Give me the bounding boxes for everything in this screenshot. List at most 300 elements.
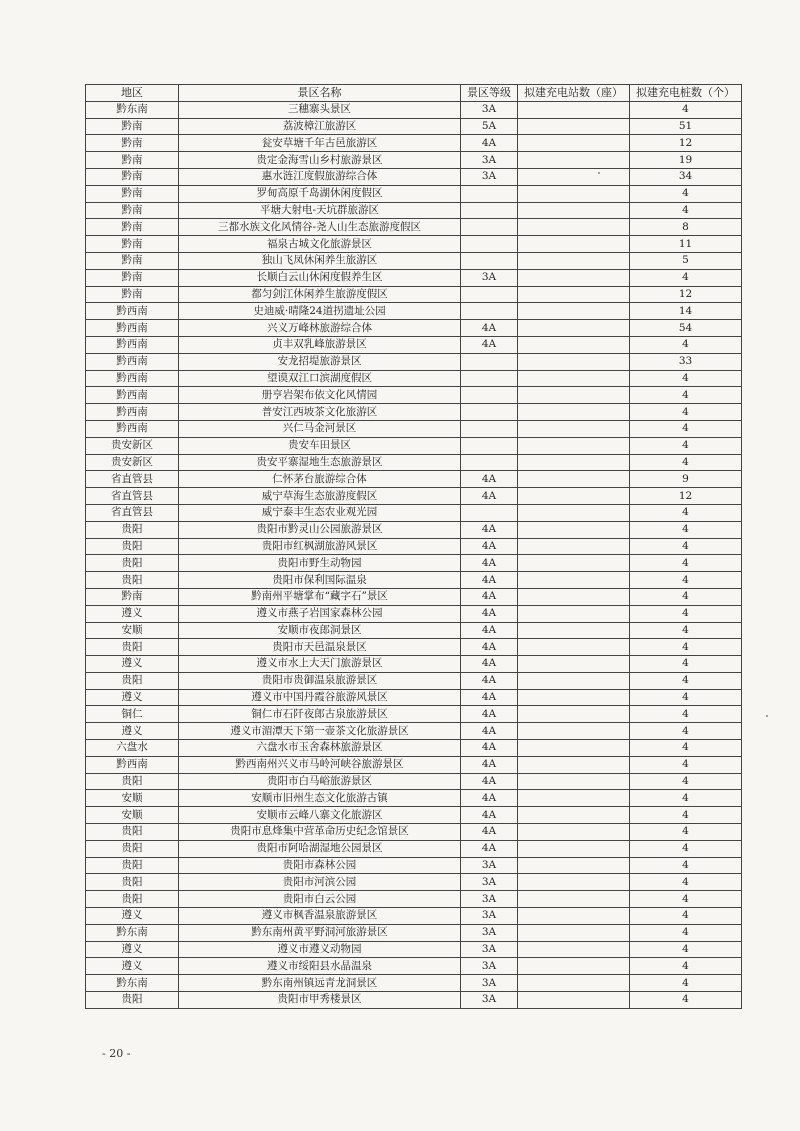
cell-stations (518, 588, 630, 605)
cell-grade (461, 202, 518, 219)
cell-stations (518, 672, 630, 689)
cell-piles: 4 (630, 740, 742, 757)
cell-stations (518, 790, 630, 807)
cell-stations (518, 656, 630, 673)
cell-grade: 3A (461, 168, 518, 185)
cell-stations (518, 639, 630, 656)
cell-grade (461, 504, 518, 521)
cell-stations (518, 740, 630, 757)
table-row (86, 168, 742, 185)
cell-grade: 3A (461, 992, 518, 1009)
cell-grade: 4A (461, 588, 518, 605)
cell-region: 安顺 (86, 622, 179, 639)
cell-region: 遵义 (86, 908, 179, 925)
cell-region: 遵义 (86, 723, 179, 740)
cell-stations (518, 975, 630, 992)
cell-piles: 4 (630, 689, 742, 706)
table-row (86, 908, 742, 925)
cell-grade: 3A (461, 269, 518, 286)
table-row (86, 605, 742, 622)
table-row (86, 790, 742, 807)
cell-scenic-name: 三都水族文化风情谷-尧人山生态旅游度假区 (179, 219, 461, 236)
cell-piles: 4 (630, 572, 742, 589)
cell-stations (518, 538, 630, 555)
cell-grade: 4A (461, 723, 518, 740)
table-row (86, 958, 742, 975)
cell-stations (518, 605, 630, 622)
cell-region: 遵义 (86, 605, 179, 622)
cell-region: 贵阳 (86, 992, 179, 1009)
cell-region: 省直管县 (86, 504, 179, 521)
scan-speck (598, 172, 600, 174)
cell-grade (461, 303, 518, 320)
cell-grade: 4A (461, 740, 518, 757)
cell-scenic-name: 都匀剑江休闲养生旅游度假区 (179, 286, 461, 303)
table-row (86, 370, 742, 387)
cell-scenic-name: 黔西南州兴义市马岭河峡谷旅游景区 (179, 756, 461, 773)
table-row (86, 236, 742, 253)
cell-region: 黔东南 (86, 975, 179, 992)
cell-region: 贵阳 (86, 639, 179, 656)
cell-piles: 4 (630, 202, 742, 219)
cell-scenic-name: 三穗寨头景区 (179, 101, 461, 118)
table-row (86, 471, 742, 488)
cell-piles: 4 (630, 101, 742, 118)
cell-grade: 4A (461, 538, 518, 555)
cell-scenic-name: 贵阳市河滨公园 (179, 874, 461, 891)
cell-region: 黔南 (86, 152, 179, 169)
table-row (86, 639, 742, 656)
cell-scenic-name: 贵阳市白马峪旅游景区 (179, 773, 461, 790)
cell-piles: 19 (630, 152, 742, 169)
cell-scenic-name: 贵安车田景区 (179, 437, 461, 454)
cell-piles: 4 (630, 824, 742, 841)
cell-scenic-name: 独山飞凤休闲养生旅游区 (179, 252, 461, 269)
cell-piles: 12 (630, 135, 742, 152)
cell-region: 贵阳 (86, 891, 179, 908)
cell-region: 遵义 (86, 941, 179, 958)
cell-grade: 3A (461, 891, 518, 908)
table-row (86, 941, 742, 958)
cell-grade: 4A (461, 656, 518, 673)
cell-scenic-name: 遵义市中国丹霞谷旅游风景区 (179, 689, 461, 706)
cell-region: 铜仁 (86, 706, 179, 723)
cell-region: 黔东南 (86, 101, 179, 118)
cell-stations (518, 992, 630, 1009)
table-row (86, 219, 742, 236)
cell-stations (518, 756, 630, 773)
cell-scenic-name: 册亨岩架布依文化风情园 (179, 387, 461, 404)
cell-scenic-name: 安顺市云峰八寨文化旅游区 (179, 807, 461, 824)
cell-piles: 4 (630, 874, 742, 891)
cell-grade: 4A (461, 689, 518, 706)
cell-grade: 4A (461, 336, 518, 353)
table-row (86, 387, 742, 404)
cell-region: 遵义 (86, 958, 179, 975)
cell-scenic-name: 贵阳市贵御温泉旅游景区 (179, 672, 461, 689)
page-number: - 20 - (102, 1047, 131, 1060)
cell-piles: 4 (630, 975, 742, 992)
charging-plan-table (85, 84, 742, 1009)
cell-region: 贵阳 (86, 824, 179, 841)
cell-stations (518, 504, 630, 521)
header-scenic-name: 景区名称 (179, 85, 461, 102)
table-row (86, 824, 742, 841)
header-grade: 景区等级 (461, 85, 518, 102)
header-region: 地区 (86, 85, 179, 102)
cell-region: 黔南 (86, 185, 179, 202)
cell-scenic-name: 遵义市绥阳县水晶温泉 (179, 958, 461, 975)
cell-grade: 4A (461, 824, 518, 841)
cell-scenic-name: 贵阳市野生动物园 (179, 555, 461, 572)
cell-region: 黔西南 (86, 387, 179, 404)
cell-stations (518, 135, 630, 152)
cell-scenic-name: 铜仁市石阡夜郎古泉旅游景区 (179, 706, 461, 723)
cell-scenic-name: 惠水涟江度假旅游综合体 (179, 168, 461, 185)
cell-stations (518, 286, 630, 303)
cell-piles: 4 (630, 336, 742, 353)
table-row (86, 723, 742, 740)
table-row (86, 320, 742, 337)
cell-piles: 4 (630, 538, 742, 555)
cell-piles: 4 (630, 437, 742, 454)
table-row (86, 504, 742, 521)
cell-stations (518, 185, 630, 202)
cell-grade (461, 420, 518, 437)
cell-scenic-name: 遵义市遵义动物园 (179, 941, 461, 958)
cell-scenic-name: 贵阳市天邑温泉景区 (179, 639, 461, 656)
cell-region: 黔西南 (86, 756, 179, 773)
table-row (86, 185, 742, 202)
cell-piles: 4 (630, 790, 742, 807)
cell-stations (518, 387, 630, 404)
header-piles: 拟建充电桩数（个） (630, 85, 742, 102)
cell-scenic-name: 贵阳市白云公园 (179, 891, 461, 908)
cell-piles: 4 (630, 420, 742, 437)
cell-scenic-name: 贵阳市息烽集中营革命历史纪念馆景区 (179, 824, 461, 841)
cell-grade: 3A (461, 152, 518, 169)
cell-stations (518, 857, 630, 874)
cell-scenic-name: 贞丰双乳峰旅游景区 (179, 336, 461, 353)
cell-grade (461, 353, 518, 370)
cell-stations (518, 168, 630, 185)
cell-stations (518, 336, 630, 353)
cell-grade: 5A (461, 118, 518, 135)
cell-region: 省直管县 (86, 488, 179, 505)
table-row (86, 269, 742, 286)
cell-stations (518, 152, 630, 169)
cell-grade: 4A (461, 605, 518, 622)
cell-piles: 4 (630, 992, 742, 1009)
cell-piles: 33 (630, 353, 742, 370)
cell-scenic-name: 遵义市水上大天门旅游景区 (179, 656, 461, 673)
cell-scenic-name: 黔东南州镇远青龙洞景区 (179, 975, 461, 992)
cell-stations (518, 689, 630, 706)
cell-piles: 4 (630, 370, 742, 387)
cell-region: 贵阳 (86, 840, 179, 857)
cell-piles: 4 (630, 622, 742, 639)
cell-stations (518, 353, 630, 370)
cell-scenic-name: 黔南州平塘掌布“藏字石”景区 (179, 588, 461, 605)
cell-piles: 4 (630, 807, 742, 824)
cell-piles: 4 (630, 269, 742, 286)
cell-grade (461, 219, 518, 236)
cell-grade: 4A (461, 488, 518, 505)
cell-scenic-name: 瓮安草塘千年古邑旅游区 (179, 135, 461, 152)
cell-scenic-name: 史迪威·晴隆24道拐遗址公园 (179, 303, 461, 320)
cell-stations (518, 706, 630, 723)
cell-stations (518, 320, 630, 337)
cell-scenic-name: 威宁泰丰生态农业观光园 (179, 504, 461, 521)
table-row (86, 286, 742, 303)
table-row (86, 975, 742, 992)
table-row (86, 622, 742, 639)
cell-grade (461, 370, 518, 387)
cell-grade (461, 286, 518, 303)
cell-region: 贵阳 (86, 555, 179, 572)
cell-piles: 4 (630, 672, 742, 689)
cell-region: 安顺 (86, 807, 179, 824)
cell-scenic-name: 遵义市枫香温泉旅游景区 (179, 908, 461, 925)
cell-grade (461, 404, 518, 421)
cell-grade: 3A (461, 101, 518, 118)
table-row (86, 572, 742, 589)
cell-stations (518, 622, 630, 639)
table-row (86, 756, 742, 773)
cell-stations (518, 824, 630, 841)
table-row (86, 706, 742, 723)
table-row (86, 807, 742, 824)
cell-region: 黔南 (86, 252, 179, 269)
cell-stations (518, 572, 630, 589)
cell-piles: 51 (630, 118, 742, 135)
cell-piles: 4 (630, 387, 742, 404)
table-row (86, 773, 742, 790)
cell-scenic-name: 兴义万峰林旅游综合体 (179, 320, 461, 337)
cell-grade (461, 185, 518, 202)
cell-scenic-name: 六盘水市玉舍森林旅游景区 (179, 740, 461, 757)
table-row (86, 252, 742, 269)
cell-region: 黔南 (86, 236, 179, 253)
cell-region: 贵阳 (86, 672, 179, 689)
table-row (86, 152, 742, 169)
cell-region: 黔南 (86, 202, 179, 219)
cell-piles: 12 (630, 488, 742, 505)
cell-scenic-name: 黔东南州黄平野洞河旅游景区 (179, 924, 461, 941)
cell-piles: 12 (630, 286, 742, 303)
cell-scenic-name: 安顺市夜郎洞景区 (179, 622, 461, 639)
cell-stations (518, 840, 630, 857)
cell-scenic-name: 遵义市湄潭天下第一壶茶文化旅游景区 (179, 723, 461, 740)
table-row (86, 135, 742, 152)
cell-piles: 4 (630, 857, 742, 874)
cell-region: 遵义 (86, 689, 179, 706)
cell-stations (518, 941, 630, 958)
table-row (86, 555, 742, 572)
cell-scenic-name: 福泉古城文化旅游景区 (179, 236, 461, 253)
cell-grade: 4A (461, 790, 518, 807)
cell-piles: 4 (630, 773, 742, 790)
cell-piles: 4 (630, 723, 742, 740)
cell-piles: 8 (630, 219, 742, 236)
cell-scenic-name: 安龙招堤旅游景区 (179, 353, 461, 370)
cell-grade: 3A (461, 908, 518, 925)
cell-stations (518, 202, 630, 219)
cell-scenic-name: 荔波樟江旅游区 (179, 118, 461, 135)
cell-scenic-name: 普安江西坡茶文化旅游区 (179, 404, 461, 421)
cell-stations (518, 555, 630, 572)
table-row (86, 891, 742, 908)
table-row (86, 488, 742, 505)
table-row (86, 689, 742, 706)
cell-stations (518, 874, 630, 891)
cell-region: 贵阳 (86, 538, 179, 555)
cell-region: 黔南 (86, 286, 179, 303)
cell-grade: 4A (461, 320, 518, 337)
cell-stations (518, 236, 630, 253)
cell-scenic-name: 贵阳市阿哈湖湿地公园景区 (179, 840, 461, 857)
cell-region: 黔西南 (86, 353, 179, 370)
cell-stations (518, 252, 630, 269)
cell-grade: 3A (461, 958, 518, 975)
cell-region: 黔西南 (86, 404, 179, 421)
cell-piles: 9 (630, 471, 742, 488)
cell-piles: 4 (630, 639, 742, 656)
cell-region: 安顺 (86, 790, 179, 807)
cell-piles: 4 (630, 504, 742, 521)
cell-grade: 4A (461, 639, 518, 656)
cell-piles: 4 (630, 958, 742, 975)
cell-piles: 11 (630, 236, 742, 253)
cell-stations (518, 303, 630, 320)
cell-region: 贵阳 (86, 572, 179, 589)
cell-scenic-name: 贵阳市甲秀楼景区 (179, 992, 461, 1009)
cell-grade (461, 387, 518, 404)
table-row (86, 101, 742, 118)
cell-scenic-name: 长顺白云山休闲度假养生区 (179, 269, 461, 286)
cell-region: 贵安新区 (86, 437, 179, 454)
cell-grade: 4A (461, 572, 518, 589)
cell-grade: 4A (461, 807, 518, 824)
table-row (86, 336, 742, 353)
table-row (86, 740, 742, 757)
cell-piles: 34 (630, 168, 742, 185)
cell-region: 黔南 (86, 219, 179, 236)
table-row (86, 118, 742, 135)
cell-stations (518, 807, 630, 824)
cell-stations (518, 370, 630, 387)
cell-stations (518, 924, 630, 941)
cell-piles: 4 (630, 521, 742, 538)
cell-scenic-name: 贵阳市保利国际温泉 (179, 572, 461, 589)
cell-region: 贵阳 (86, 874, 179, 891)
cell-region: 黔南 (86, 588, 179, 605)
table-row (86, 202, 742, 219)
cell-scenic-name: 威宁草海生态旅游度假区 (179, 488, 461, 505)
table-row (86, 538, 742, 555)
cell-stations (518, 723, 630, 740)
cell-region: 黔东南 (86, 924, 179, 941)
cell-stations (518, 118, 630, 135)
table-row (86, 454, 742, 471)
cell-stations (518, 773, 630, 790)
cell-piles: 4 (630, 756, 742, 773)
cell-region: 贵阳 (86, 773, 179, 790)
cell-stations (518, 488, 630, 505)
cell-scenic-name: 兴仁马金河景区 (179, 420, 461, 437)
cell-grade: 4A (461, 622, 518, 639)
cell-region: 遵义 (86, 656, 179, 673)
cell-piles: 4 (630, 588, 742, 605)
cell-region: 黔西南 (86, 303, 179, 320)
table-header-row (86, 85, 742, 102)
scan-speck (766, 715, 768, 717)
cell-scenic-name: 平塘大射电-天坑群旅游区 (179, 202, 461, 219)
cell-piles: 4 (630, 891, 742, 908)
cell-grade: 4A (461, 471, 518, 488)
cell-stations (518, 891, 630, 908)
cell-piles: 4 (630, 706, 742, 723)
cell-grade: 3A (461, 975, 518, 992)
cell-stations (518, 454, 630, 471)
cell-stations (518, 219, 630, 236)
cell-piles: 4 (630, 656, 742, 673)
cell-piles: 4 (630, 185, 742, 202)
cell-grade: 4A (461, 840, 518, 857)
cell-piles: 4 (630, 840, 742, 857)
cell-piles: 4 (630, 924, 742, 941)
table-row (86, 857, 742, 874)
cell-grade (461, 454, 518, 471)
cell-scenic-name: 望谟双江口滨湖度假区 (179, 370, 461, 387)
table-row (86, 672, 742, 689)
cell-grade: 3A (461, 941, 518, 958)
cell-piles: 4 (630, 555, 742, 572)
cell-region: 贵阳 (86, 857, 179, 874)
cell-stations (518, 471, 630, 488)
cell-region: 黔南 (86, 168, 179, 185)
cell-stations (518, 404, 630, 421)
cell-grade (461, 437, 518, 454)
cell-scenic-name: 贵安平寨湿地生态旅游景区 (179, 454, 461, 471)
cell-region: 黔西南 (86, 370, 179, 387)
cell-region: 黔南 (86, 118, 179, 135)
cell-piles: 4 (630, 404, 742, 421)
cell-stations (518, 908, 630, 925)
cell-piles: 4 (630, 941, 742, 958)
cell-stations (518, 269, 630, 286)
cell-region: 黔南 (86, 135, 179, 152)
cell-grade: 4A (461, 521, 518, 538)
cell-grade: 3A (461, 874, 518, 891)
table-row (86, 420, 742, 437)
cell-grade: 3A (461, 857, 518, 874)
table-row (86, 874, 742, 891)
cell-stations (518, 521, 630, 538)
cell-grade (461, 252, 518, 269)
cell-region: 贵阳 (86, 521, 179, 538)
cell-grade: 4A (461, 706, 518, 723)
cell-grade: 4A (461, 672, 518, 689)
cell-piles: 14 (630, 303, 742, 320)
cell-grade: 4A (461, 135, 518, 152)
table-row (86, 924, 742, 941)
header-stations: 拟建充电站数（座） (518, 85, 630, 102)
cell-grade: 3A (461, 924, 518, 941)
table-row (86, 992, 742, 1009)
cell-grade (461, 236, 518, 253)
cell-scenic-name: 罗甸高原千岛湖休闲度假区 (179, 185, 461, 202)
